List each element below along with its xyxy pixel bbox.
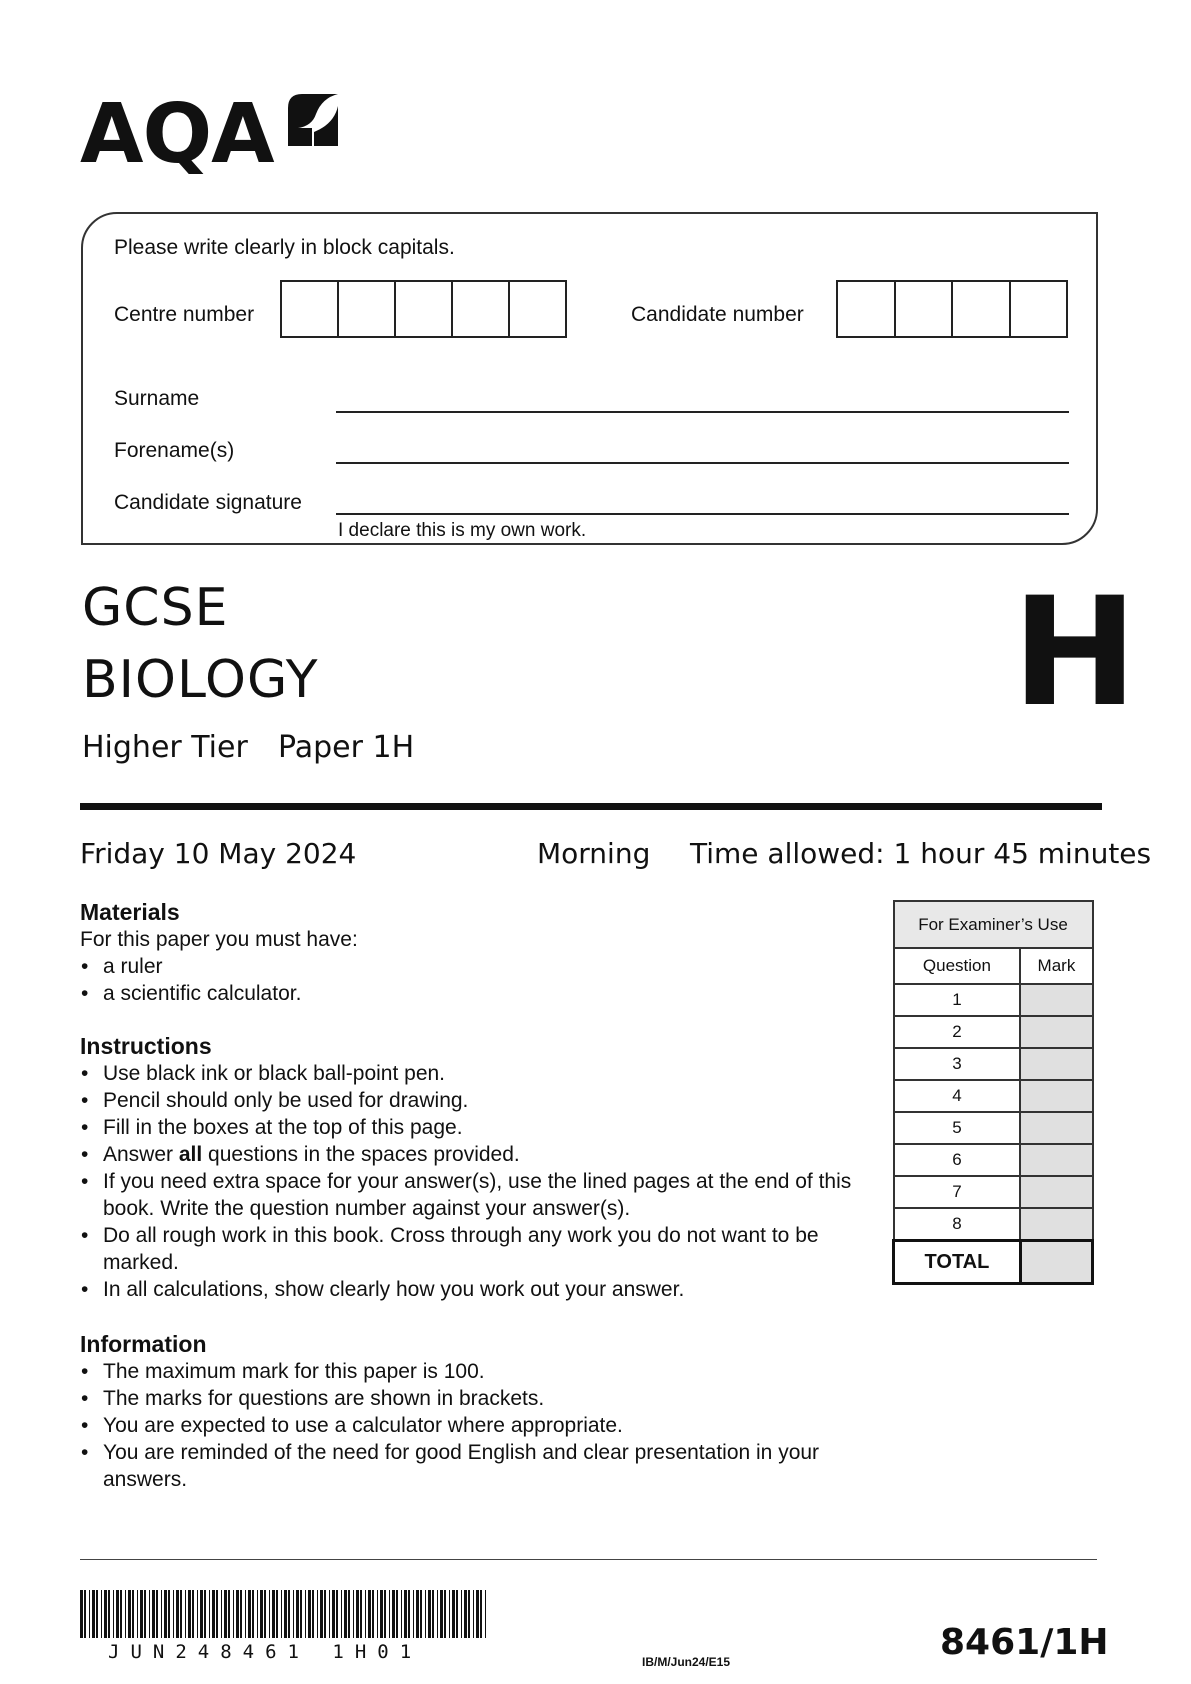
- question-number: 1: [894, 984, 1021, 1016]
- tier-letter: H: [1012, 566, 1138, 740]
- time-allowed: Time allowed: 1 hour 45 minutes: [690, 837, 1152, 870]
- barcode-bar: [468, 1590, 470, 1638]
- barcode-bar: [164, 1590, 167, 1638]
- barcode-bar: [440, 1590, 443, 1638]
- barcode-bar: [353, 1590, 354, 1638]
- barcode-bar: [221, 1590, 222, 1638]
- barcode-bar: [308, 1590, 311, 1638]
- barcode-number: JUN248461 1H01: [108, 1641, 423, 1663]
- barcode-bar: [408, 1590, 410, 1638]
- candidate-number-boxes[interactable]: [836, 280, 1068, 338]
- signature-line[interactable]: [336, 513, 1069, 515]
- barcode-bar: [92, 1590, 95, 1638]
- mark-cell: [1020, 1176, 1092, 1208]
- barcode-bar: [132, 1590, 134, 1638]
- barcode-bar: [365, 1590, 366, 1638]
- barcode-bar: [428, 1590, 431, 1638]
- barcode-bar: [413, 1590, 414, 1638]
- barcode-bar: [300, 1590, 302, 1638]
- barcode-bar: [401, 1590, 402, 1638]
- tier-label: Higher Tier: [82, 730, 248, 765]
- barcode-bar: [272, 1590, 275, 1638]
- barcode-bar: [108, 1590, 110, 1638]
- question-number: 8: [894, 1208, 1021, 1241]
- forenames-line[interactable]: [336, 462, 1069, 464]
- information-section: [80, 1331, 870, 1493]
- centre-number-label: Centre number: [114, 303, 255, 326]
- mark-cell: [1020, 984, 1092, 1016]
- barcode-bar: [152, 1590, 155, 1638]
- barcode-bar: [216, 1590, 218, 1638]
- barcode-bar: [344, 1590, 347, 1638]
- barcode-bar: [125, 1590, 126, 1638]
- barcode-bar: [156, 1590, 158, 1638]
- barcode-bar: [425, 1590, 426, 1638]
- barcode-bar: [281, 1590, 282, 1638]
- barcode-bar: [293, 1590, 294, 1638]
- candidate-number-label: Candidate number: [631, 303, 804, 326]
- materials-heading: Materials: [80, 899, 180, 925]
- barcode-bar: [320, 1590, 323, 1638]
- list-item: • a ruler: [80, 953, 860, 980]
- centre-number-digit-box[interactable]: [396, 282, 453, 336]
- barcode-bar: [137, 1590, 138, 1638]
- paper-reference: IB/M/Jun24/E15: [642, 1655, 731, 1669]
- barcode-bar: [192, 1590, 194, 1638]
- paper-label: Paper 1H: [278, 730, 415, 765]
- subject-title: BIOLOGY: [82, 650, 319, 710]
- barcode-bar: [392, 1590, 395, 1638]
- answer-all-suffix: questions in the spaces provided.: [202, 1143, 520, 1166]
- list-item: • You are reminded of the need for good English and clear presentation in your answers.: [80, 1439, 823, 1493]
- barcode-bar: [377, 1590, 378, 1638]
- barcode-bar: [437, 1590, 438, 1638]
- barcode-bar: [269, 1590, 270, 1638]
- materials-intro: For this paper you must have:: [80, 928, 358, 951]
- table-row: [894, 1176, 1093, 1208]
- centre-number-boxes[interactable]: [280, 280, 567, 338]
- barcode-bar: [296, 1590, 299, 1638]
- barcode-bar: [360, 1590, 362, 1638]
- barcode-bar: [449, 1590, 450, 1638]
- aqa-logo: [80, 88, 342, 188]
- barcode-bar: [200, 1590, 203, 1638]
- surname-line[interactable]: [336, 411, 1069, 413]
- barcode-bar: [288, 1590, 290, 1638]
- barcode-bar: [444, 1590, 446, 1638]
- barcode-bar: [452, 1590, 455, 1638]
- signature-label: Candidate signature: [114, 491, 302, 514]
- instructions-heading: Instructions: [80, 1033, 212, 1059]
- list-item: • The marks for questions are shown in brackets.: [80, 1385, 870, 1412]
- barcode-bar: [188, 1590, 191, 1638]
- barcode-bar: [356, 1590, 359, 1638]
- barcode-bar: [464, 1590, 467, 1638]
- barcode-bar: [380, 1590, 383, 1638]
- information-heading: Information: [80, 1331, 207, 1357]
- table-row: [894, 1112, 1093, 1144]
- barcode-bar: [432, 1590, 434, 1638]
- barcode-bar: [212, 1590, 215, 1638]
- barcode-bar: [480, 1590, 482, 1638]
- barcode-bar: [173, 1590, 174, 1638]
- barcode-bar: [485, 1590, 486, 1638]
- forenames-label: Forename(s): [114, 439, 235, 462]
- barcode-bar: [209, 1590, 210, 1638]
- list-item: • In all calculations, show clearly how you work out your answer.: [80, 1276, 870, 1303]
- title-rule: [80, 803, 1102, 810]
- centre-number-digit-box[interactable]: [510, 282, 565, 336]
- barcode-bar: [332, 1590, 335, 1638]
- barcode-bar: [404, 1590, 407, 1638]
- list-item: • If you need extra space for your answer(s), use the lined pages at the end of this book. Write the question number against your answer(s).: [80, 1168, 870, 1222]
- candidate-number-digit-box[interactable]: [953, 282, 1011, 336]
- mark-cell: [1020, 1048, 1092, 1080]
- question-number: 5: [894, 1112, 1021, 1144]
- centre-number-digit-box[interactable]: [453, 282, 510, 336]
- barcode-bar: [84, 1590, 86, 1638]
- barcode-bar: [372, 1590, 374, 1638]
- barcode-bar: [368, 1590, 371, 1638]
- candidate-number-digit-box[interactable]: [896, 282, 954, 336]
- barcode-bar: [113, 1590, 114, 1638]
- barcode-bar: [180, 1590, 182, 1638]
- barcode-bar: [324, 1590, 326, 1638]
- barcode-bar: [224, 1590, 227, 1638]
- barcode-bar: [476, 1590, 479, 1638]
- barcode-bar: [336, 1590, 338, 1638]
- information-list: [80, 1358, 870, 1493]
- barcode-bar: [420, 1590, 422, 1638]
- total-mark-cell: [1020, 1241, 1092, 1284]
- barcode-bar: [305, 1590, 306, 1638]
- barcode-bar: [128, 1590, 131, 1638]
- question-number: 7: [894, 1176, 1021, 1208]
- list-item: • Fill in the boxes at the top of this page.: [80, 1114, 870, 1141]
- barcode-bar: [89, 1590, 90, 1638]
- mark-cell: [1020, 1112, 1092, 1144]
- question-number: 2: [894, 1016, 1021, 1048]
- mark-cell: [1020, 1016, 1092, 1048]
- barcode-bar: [96, 1590, 98, 1638]
- list-item: [80, 1141, 870, 1168]
- barcode-bar: [168, 1590, 170, 1638]
- instructions-section: [80, 1033, 870, 1303]
- examiner-use-table: [892, 900, 1094, 1285]
- materials-list: [80, 953, 860, 1007]
- instructions-list: [80, 1060, 870, 1303]
- barcode-bar: [104, 1590, 107, 1638]
- mark-cell: [1020, 1144, 1092, 1176]
- surname-label: Surname: [114, 387, 200, 410]
- materials-section: [80, 899, 860, 1007]
- aqa-logo-mark-icon: [278, 88, 342, 152]
- barcode-bar: [176, 1590, 179, 1638]
- barcode-bar: [312, 1590, 314, 1638]
- examiner-table-title: For Examiner’s Use: [894, 901, 1093, 948]
- barcode-bar: [461, 1590, 462, 1638]
- barcode-bar: [228, 1590, 230, 1638]
- table-row: [894, 984, 1093, 1016]
- barcode-bar: [317, 1590, 318, 1638]
- question-number: 3: [894, 1048, 1021, 1080]
- barcode-bar: [197, 1590, 198, 1638]
- table-row: [894, 1016, 1093, 1048]
- table-row: [894, 1208, 1093, 1241]
- list-item: • Pencil should only be used for drawing.: [80, 1087, 870, 1114]
- candidate-number-digit-box[interactable]: [1011, 282, 1067, 336]
- barcode-bar: [456, 1590, 458, 1638]
- question-column-header: Question: [894, 948, 1021, 984]
- barcode-bar: [264, 1590, 266, 1638]
- mark-column-header: Mark: [1020, 948, 1092, 984]
- barcode-bar: [149, 1590, 150, 1638]
- logo-text: AQA: [80, 87, 274, 182]
- declaration-text: I declare this is my own work.: [338, 520, 587, 541]
- barcode-bar: [144, 1590, 146, 1638]
- candidate-number-digit-box[interactable]: [838, 282, 896, 336]
- qualification-title: GCSE: [82, 578, 229, 638]
- question-number: 4: [894, 1080, 1021, 1112]
- barcode-bar: [416, 1590, 419, 1638]
- answer-all-prefix: Answer: [103, 1143, 179, 1166]
- barcode-bar: [161, 1590, 162, 1638]
- list-item: • Use black ink or black ball-point pen.: [80, 1060, 870, 1087]
- barcode-bar: [396, 1590, 398, 1638]
- barcode-bar: [245, 1590, 246, 1638]
- barcode-bar: [248, 1590, 251, 1638]
- total-row: [894, 1241, 1093, 1284]
- barcode-bar: [252, 1590, 254, 1638]
- answer-all-emphasis: all: [178, 1143, 203, 1166]
- barcode-bar: [329, 1590, 330, 1638]
- question-number: 6: [894, 1144, 1021, 1176]
- table-row: [894, 1080, 1093, 1112]
- barcode-icon: [80, 1590, 490, 1638]
- barcode-bar: [240, 1590, 242, 1638]
- barcode-bar: [260, 1590, 263, 1638]
- mark-cell: [1020, 1080, 1092, 1112]
- barcode-bar: [236, 1590, 239, 1638]
- barcode-bar: [348, 1590, 350, 1638]
- total-label: TOTAL: [894, 1241, 1021, 1284]
- list-item: • a scientific calculator.: [80, 980, 860, 1007]
- barcode-bar: [284, 1590, 287, 1638]
- block-capitals-instruction: Please write clearly in block capitals.: [114, 236, 455, 259]
- table-row: [894, 1048, 1093, 1080]
- barcode-bar: [389, 1590, 390, 1638]
- barcode-bar: [204, 1590, 206, 1638]
- barcode-bar: [120, 1590, 122, 1638]
- list-item: • Do all rough work in this book. Cross through any work you do not want to be marked.: [80, 1222, 823, 1276]
- barcode-bar: [140, 1590, 143, 1638]
- exam-date: Friday 10 May 2024: [80, 837, 357, 870]
- footer-rule: [80, 1559, 1097, 1560]
- centre-number-digit-box[interactable]: [339, 282, 396, 336]
- list-item: • The maximum mark for this paper is 100.: [80, 1358, 870, 1385]
- barcode-bar: [384, 1590, 386, 1638]
- paper-code: 8461/1H: [940, 1622, 1109, 1663]
- barcode-bar: [473, 1590, 474, 1638]
- barcode-bar: [185, 1590, 186, 1638]
- barcode-bar: [341, 1590, 342, 1638]
- barcode-bar: [101, 1590, 102, 1638]
- barcode-bar: [276, 1590, 278, 1638]
- barcode-bar: [233, 1590, 234, 1638]
- centre-number-digit-box[interactable]: [282, 282, 339, 336]
- list-item: • You are expected to use a calculator where appropriate.: [80, 1412, 870, 1439]
- exam-session: Morning: [537, 837, 651, 870]
- barcode-bar: [257, 1590, 258, 1638]
- mark-cell: [1020, 1208, 1092, 1241]
- table-row: [894, 1144, 1093, 1176]
- barcode-bar: [80, 1590, 83, 1638]
- barcode-bar: [116, 1590, 119, 1638]
